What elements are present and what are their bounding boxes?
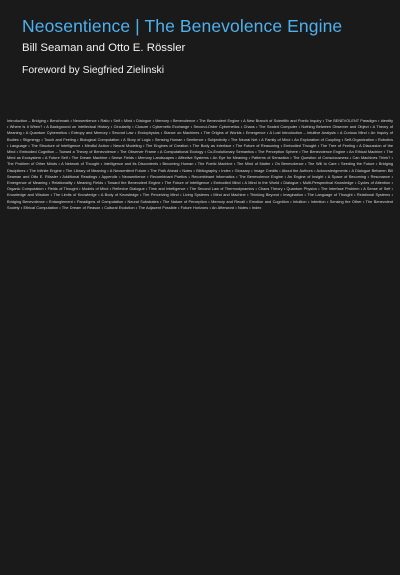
book-title: Neosentience | The Benevolence Engine (22, 16, 343, 36)
authors-line: Bill Seaman and Otto E. Rössler (22, 42, 186, 54)
foreword-line: Foreword by Siegfried Zielinski (22, 65, 165, 76)
table-of-contents: Introduction – Bridging • Benchmark • Neosentience • Ratio • Self • Mind • Dialogue • Memory • Benevolence • The Benevolent Engine • A New Branch of Scientific and Poetic Inquiry • The BENEVOLENT Paradigm • Identity • Where is it When? • A Background on Intellectual History • Circularity • Closure • Cybernetic Exchange • Second-Order Cybernetics • Chaos • The Sealed Computer • Nothing Between Observer and Object • A Theory of Meaning • A Quantum Cybernetics • Entropy and Memory • Second Law • Endophysics • Stance on Machines • The Origins of Worlds • Emergence • A Lost Introduction – Intuitive Analysis • A Curious Mind • An Inquiry of Bodies • Stigmergy • Touch and Feeling • Biological Computation • A Story of Logic • Sensing Human • Sentience • Subjectivity • The Neural Net • A Family of Mind • An Exploration of Coupling • Self-Organization • Robotics • Language • The Structure of Intelligence • Mindful Action • Neural Modeling • The Engines of Creation • The Body as Interface • The Future of Reasoning • Embodied Thought • The Tree of Feeling • A Discussion of the Mind • Embodied Cognition – Toward a Theory of Benevolence • The Observer Frame • A Computational Ecology • Co-Evolutionary Semantics • The Perception Sphere • The Benevolence Engine • An Ethical Machine • The Mind as Ecosystem • A Future Self • The Dream Machine • Sense Fields • Memory Landscapes • Affective Systems • An Eye for Meaning • Patterns of Sensation • The Question of Consciousness • Can Machines Think? • The Problem of Other Minds • A Network of Thought • Intelligence and Its Discontents • Becoming Human • The Poetic Machine • The Mind of Matter • On Benevolence • The Will to Care • Seeding the Future • Bridging Disciplines • The Infinite Engine • The Library of Meaning • A Neosentient Future • The Path Ahead • Notes • Bibliography • Index • Glossary • Image Credits • About the Authors • Acknowledgments • A Dialogue Between Bill Seaman and Otto E. Rössler • Additional Readings • Appendix • Neosentience • Recombinant Poetics • Recombinant Informatics • The Benevolence Engine • An Engine of Insight • A Space of Becoming • Resonance • Emergence of Meaning • Relationality • Meaning Fields • Toward the Benevolent Engine • The Future of Intelligence • Embodied Mind • A Mind in the World • Dialogue • Multi-Perspectival Knowledge • Cycles of Attention • Organic Computation • Fields of Thought • Models of Mind • Reflexive Dialogue • Time and Intelligence • The Second Law of Thermodynamics • Chaos Theory • Quantum Physics • The Interface Problem • A Sense of Self • Knowledge and Wisdom • The Limits of Knowledge • A Body of Knowledge • The Perceiving Mind • Living Systems • Mind and Machine • Thinking Beyond • Imagination • The Language of Thought • Relational Systems • Bridging Benevolence • Entanglement • Paradigms of Computation • Neural Substrates • The Nature of Perception • Memory and Recall • Emotion and Cognition • Intuition • Intention • Sensing the Other • The Benevolent Society • Ethical Computation • The Dream of Reason • Cultural Evolution • The Adjacent Possible • Future Horizons • An Afterword • Notes • Index (7, 119, 393, 210)
header (0, 0, 400, 76)
